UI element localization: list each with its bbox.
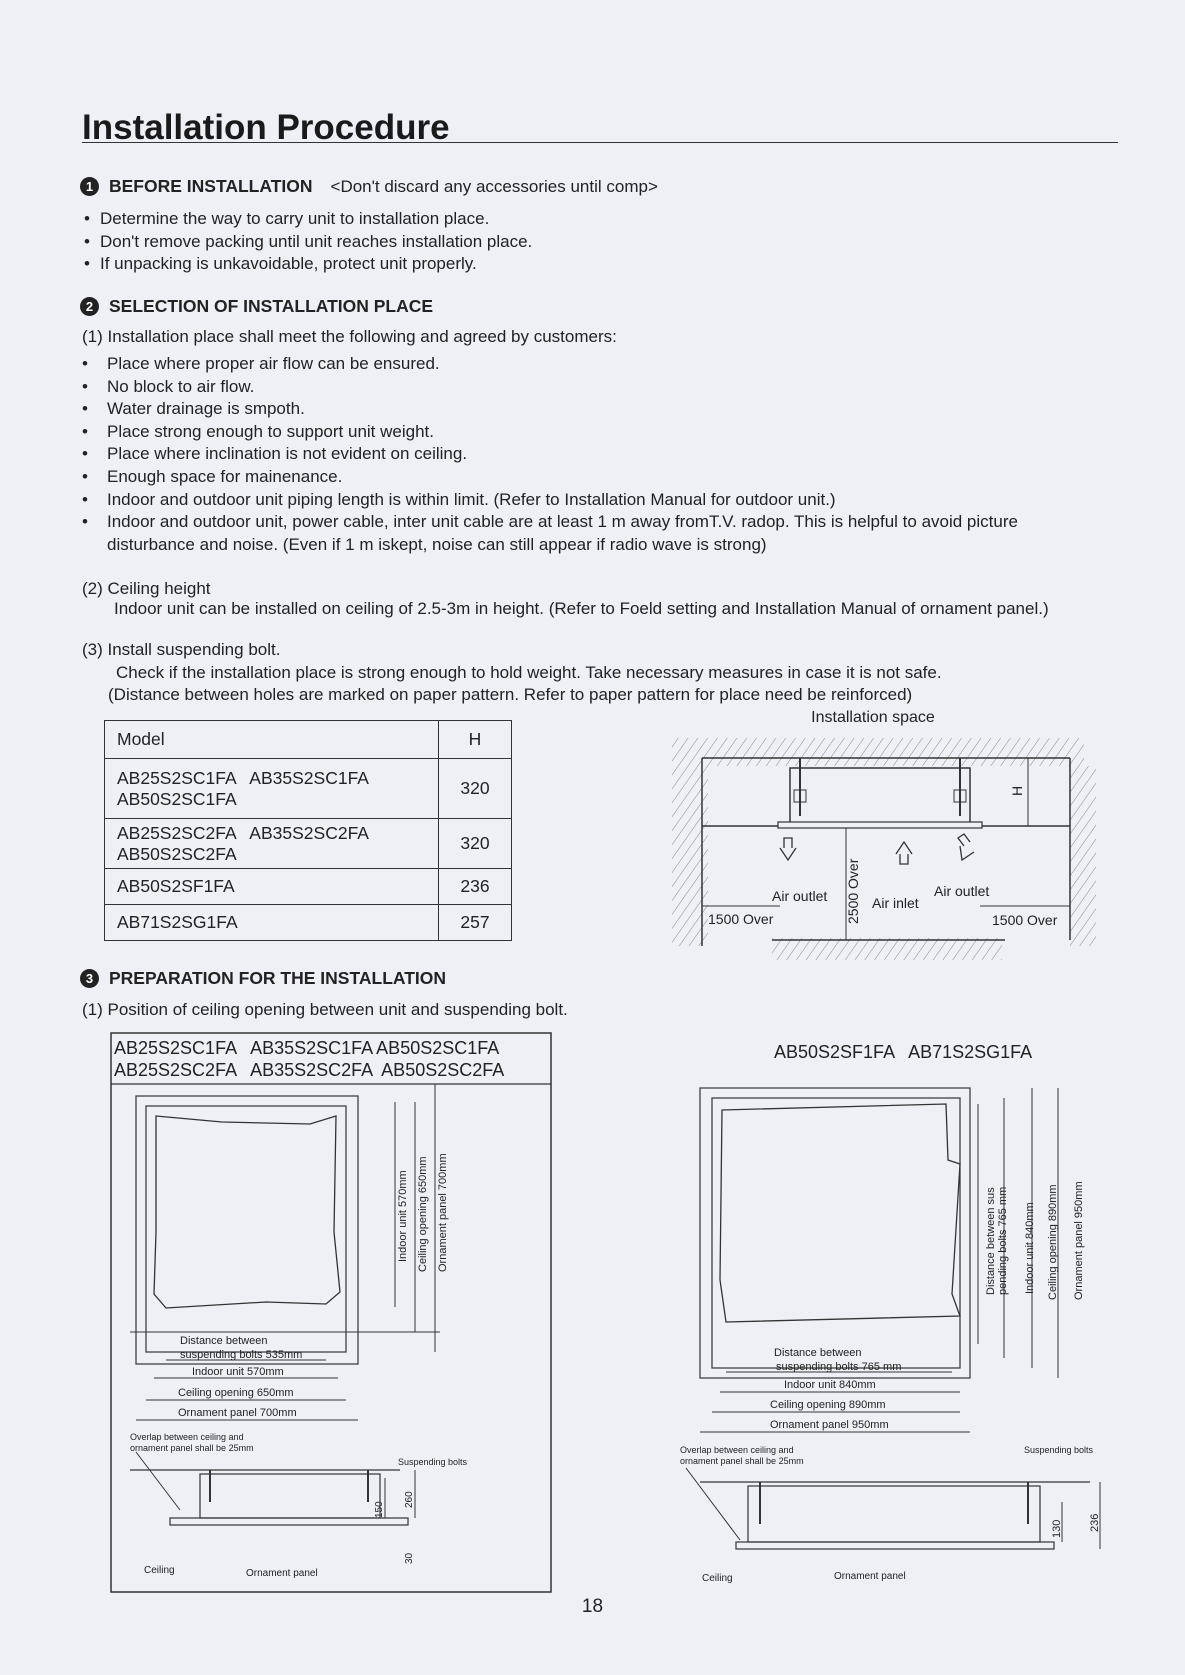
list-item: • Water drainage is smpoth.: [80, 398, 1110, 421]
ornament-panel: [778, 822, 982, 828]
ornament-panel-outline: [136, 1096, 358, 1364]
table-header-h: H: [439, 721, 512, 759]
table-header-model: Model: [105, 721, 439, 759]
unit-side-view: [200, 1474, 380, 1518]
r-ornament-panel-side: [736, 1542, 1054, 1549]
table-row: AB71S2SG1FA: [105, 905, 439, 941]
left-panel-word: Ornament panel: [246, 1568, 318, 1579]
left-indoor-label: Indoor unit 570mm: [192, 1366, 284, 1378]
r-dist-label: Distance between: [774, 1347, 862, 1359]
left-clearance-label: 1500 Over: [708, 911, 774, 927]
left-v-panel: Ornament panel 700mm: [437, 1153, 449, 1272]
left-suspending: Suspending bolts: [398, 1457, 468, 1467]
bolt-text-2: (Distance between holes are marked on paper pattern. Refer to paper pattern for place need be reinforced): [108, 685, 913, 704]
floor-hatch: [772, 938, 1002, 960]
table-row: AB25S2SC1FA AB35S2SC1FA AB50S2SC1FA: [105, 759, 439, 819]
section3-title: PREPARATION FOR THE INSTALLATION: [109, 968, 447, 988]
list-item: • If unpacking is unkavoidable, protect unit properly.: [82, 253, 532, 276]
dim-260: 260: [404, 1491, 415, 1508]
page-number: 18: [581, 1596, 604, 1617]
section3-intro: (1) Position of ceiling opening between unit and suspending bolt.: [82, 1000, 568, 1019]
r-ceiling-label: Ceiling opening 890mm: [770, 1399, 886, 1411]
bolt-heading: (3) Install suspending bolt.: [82, 640, 281, 659]
ornament-panel-side: [170, 1518, 408, 1525]
table-row: AB25S2SC2FA AB35S2SC2FA AB50S2SC2FA: [105, 819, 439, 869]
section2-number: 2: [80, 297, 99, 316]
dim-130: 130: [1051, 1519, 1063, 1538]
ceiling-opening-outline: [146, 1106, 346, 1352]
left-header-line1: AB25S2SC1FA AB35S2SC1FA AB50S2SC1FA: [114, 1038, 500, 1058]
air-inlet-arrow-icon: [896, 842, 912, 864]
left-dimension-diagram: [110, 1032, 554, 1594]
ceiling-hatch: [672, 738, 1084, 766]
r-v-panel: Ornament panel 950mm: [1073, 1181, 1085, 1300]
left-v-indoor: Indoor unit 570mm: [397, 1170, 409, 1262]
table-cell-h: 257: [439, 905, 512, 941]
r-overlap-2: ornament panel shall be 25mm: [680, 1456, 804, 1466]
indoor-unit-outline: [154, 1116, 340, 1308]
table-cell-h: 236: [439, 869, 512, 905]
install-space-title: Installation space: [811, 709, 935, 726]
air-inlet-label: Air inlet: [872, 895, 919, 911]
model-table: [104, 720, 512, 941]
list-item: • No block to air flow.: [80, 376, 1110, 399]
r-bolts-label: suspending bolts 765 mm: [776, 1361, 902, 1373]
ceiling-height-text: Indoor unit can be installed on ceiling of 2.5-3m in height. (Refer to Foeld setting and Installation Manual of ornament panel.): [114, 599, 1049, 618]
section1-title: BEFORE INSTALLATION: [109, 176, 313, 196]
table-cell-h: 320: [439, 819, 512, 869]
air-outlet-right-label: Air outlet: [934, 883, 990, 899]
section2-list: [80, 353, 1110, 556]
dim-30: 30: [404, 1552, 415, 1564]
list-item: • Don't remove packing until unit reaches installation place.: [82, 231, 532, 254]
right-clearance-label: 1500 Over: [992, 912, 1058, 928]
r-suspending: Suspending bolts: [1024, 1445, 1094, 1455]
table-cell-h: 320: [439, 759, 512, 819]
left-overlap-1: Overlap between ceiling and: [130, 1432, 244, 1442]
list-item: • Determine the way to carry unit to installation place.: [82, 208, 532, 231]
list-item: • Indoor and outdoor unit piping length is within limit. (Refer to Installation Manual for outdoor unit.): [80, 489, 1110, 512]
section1-number: 1: [80, 177, 99, 196]
installation-space-diagram: [660, 708, 1100, 970]
r-ceiling-opening-outline: [712, 1098, 960, 1368]
section3-number: 3: [80, 969, 99, 988]
section2-title: SELECTION OF INSTALLATION PLACE: [109, 296, 434, 316]
left-dist-label: Distance between: [180, 1335, 268, 1347]
left-ceiling-word: Ceiling: [144, 1565, 175, 1576]
section2-intro: (1) Installation place shall meet the following and agreed by customers:: [82, 327, 617, 346]
left-ceiling-label: Ceiling opening 650mm: [178, 1387, 294, 1399]
r-panel-label: Ornament panel 950mm: [770, 1419, 889, 1431]
vertical-clearance-label: 2500 Over: [845, 858, 861, 924]
section1-note: <Don't discard any accessories until comp>: [330, 176, 658, 196]
section1-heading: [80, 176, 658, 197]
list-item: • Indoor and outdoor unit, power cable, inter unit cable are at least 1 m away fromT.V. radop. This is helpful to avoid picture disturbance and noise. (Even if 1 m iskept, noise can still appear if radio wave is strong): [80, 511, 1110, 556]
left-bolts-label: suspending bolts 535mm: [180, 1349, 303, 1361]
ceiling-height-heading: (2) Ceiling height: [82, 579, 211, 598]
right-header: AB50S2SF1FA AB71S2SG1FA: [774, 1042, 1033, 1062]
list-item: • Place strong enough to support unit weight.: [80, 421, 1110, 444]
title-rule: [82, 142, 1118, 143]
r-v-ceiling: Ceiling opening 890mm: [1047, 1184, 1059, 1300]
list-item: • Place where inclination is not evident on ceiling.: [80, 443, 1110, 466]
left-overlap-2: ornament panel shall be 25mm: [130, 1443, 254, 1453]
r-indoor-unit-outline: [720, 1104, 960, 1322]
indoor-unit: [790, 768, 970, 824]
air-outlet-left-label: Air outlet: [772, 888, 828, 904]
left-panel-label: Ornament panel 700mm: [178, 1407, 297, 1419]
r-indoor-label: Indoor unit 840mm: [784, 1379, 876, 1391]
r-ceiling-word: Ceiling: [702, 1573, 733, 1584]
dim-236: 236: [1089, 1513, 1101, 1532]
right-dimension-diagram: [660, 1040, 1106, 1596]
air-outlet-right-arrow-icon: [958, 834, 974, 860]
section3-heading: [80, 968, 446, 989]
section2-heading: [80, 296, 433, 317]
r-v-dist-1: Distance between sus: [985, 1187, 997, 1295]
page-title: Installation Procedure: [82, 108, 450, 147]
left-v-ceiling: Ceiling opening 650mm: [417, 1156, 429, 1272]
table-row: AB50S2SF1FA: [105, 869, 439, 905]
diagram-frame: [111, 1033, 551, 1592]
r-panel-word: Ornament panel: [834, 1571, 906, 1582]
left-header-line2: AB25S2SC2FA AB35S2SC2FA AB50S2SC2FA: [114, 1060, 505, 1080]
h-label: H: [1009, 785, 1025, 796]
dim-150: 150: [374, 1501, 385, 1518]
right-wall-hatch: [1070, 766, 1096, 946]
r-v-dist-2: pending bolts 765 mm: [997, 1186, 1009, 1295]
air-outlet-left-arrow-icon: [780, 838, 796, 860]
section1-list: [82, 208, 532, 276]
list-item: • Enough space for mainenance.: [80, 466, 1110, 489]
r-overlap-1: Overlap between ceiling and: [680, 1445, 794, 1455]
r-unit-side-view: [748, 1486, 1040, 1542]
r-ornament-panel-outline: [700, 1088, 970, 1378]
r-v-indoor: Indoor unit 840mm: [1024, 1202, 1036, 1294]
list-item: • Place where proper air flow can be ensured.: [80, 353, 1110, 376]
bolt-text-1: Check if the installation place is strong enough to hold weight. Take necessary measures in case it is not safe.: [116, 663, 942, 682]
